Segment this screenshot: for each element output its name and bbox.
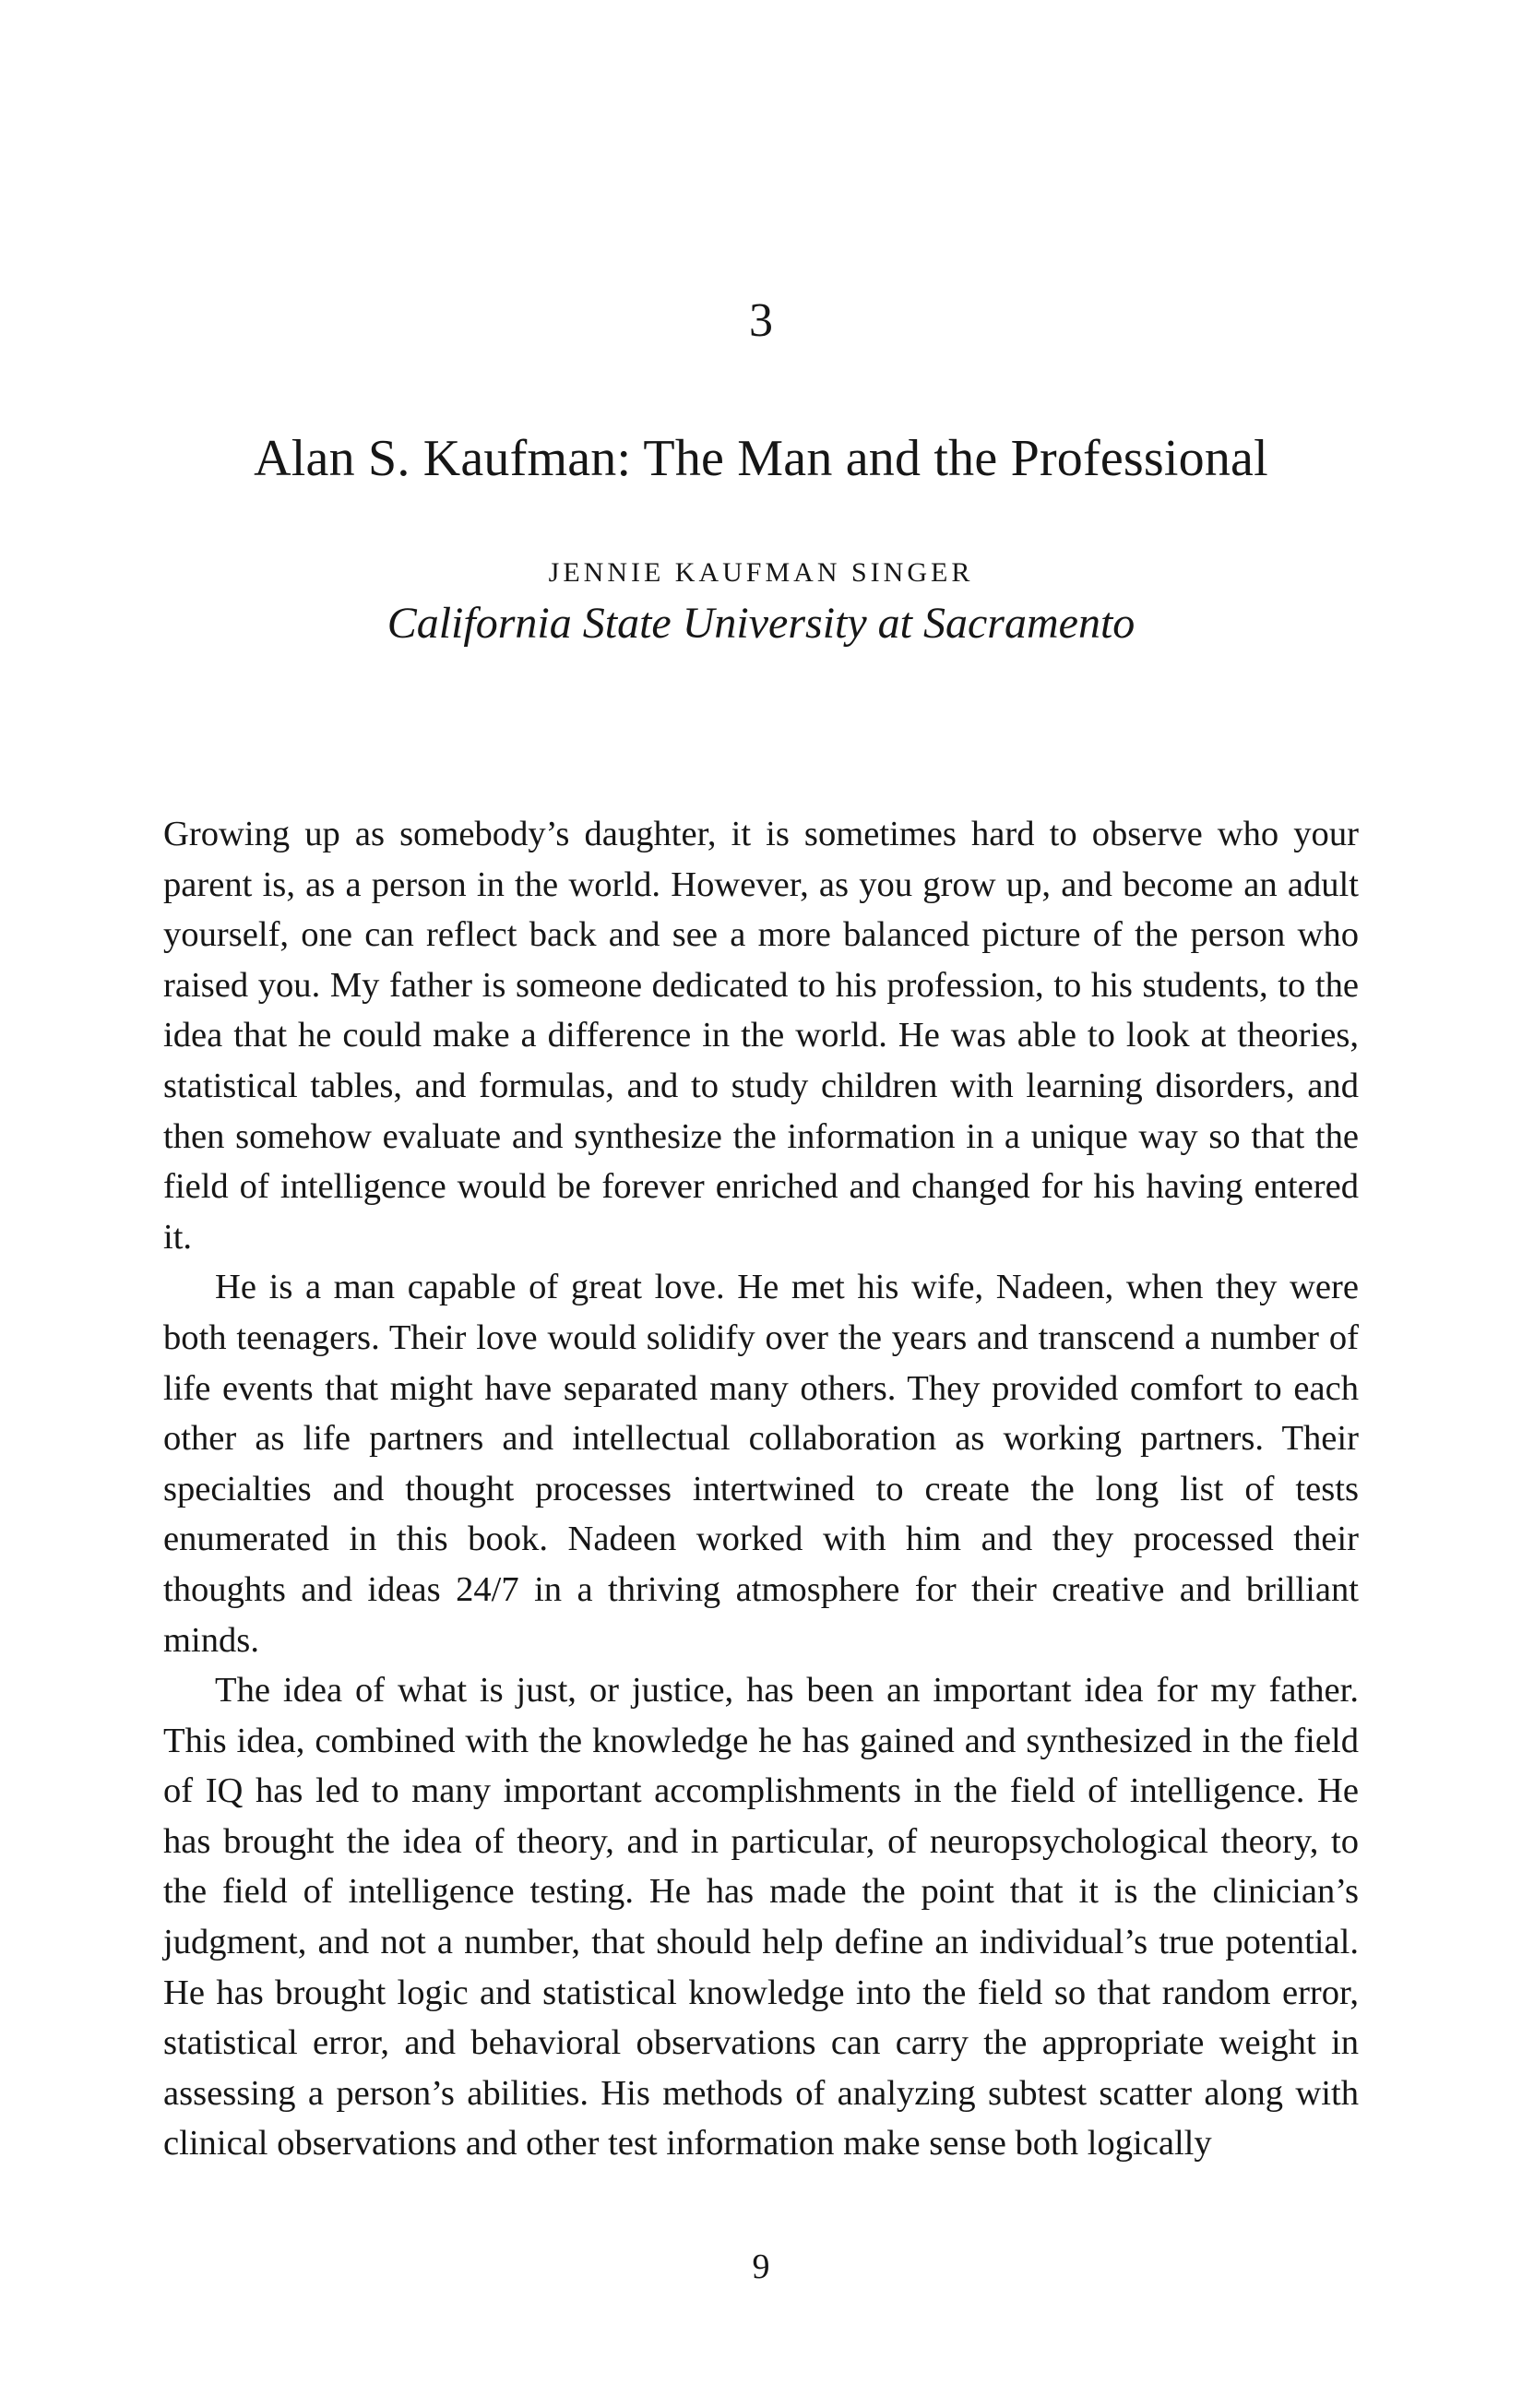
body-paragraph-3: The idea of what is just, or justice, has been an important idea for my father. This idea, combined with the knowledge he has gained and synthesized in the field of IQ has led to many important accomplishments in the field of intelligence. He has brought the idea of theory, and in particular, of neuropsychological theory, to the field of intelligence testing. He has made the point that it is the clinician’s judgment, and not a number, that should help define an individual’s true potential. He has brought logic and statistical knowledge into the field so that random error, statistical error, and behavioral observations can carry the appropriate weight in assessing a person’s abilities. His methods of analyzing subtest scatter along with clinical observations and other test information make sense both logically xyxy=(163,1671,1359,2164)
body-paragraph-1: Growing up as somebody’s daughter, it is sometimes hard to observe who your parent is, as a person in the world. However, as you grow up, and become an adult yourself, one can reflect back and see a more balanced picture of the person who raised you. My father is someone dedicated to his profession, to his students, to the idea that he could make a difference in the world. He was able to look at theories, statistical tables, and formulas, and to study children with learning disorders, and then somehow evaluate and synthesize the information in a unique way so that the field of intelligence would be forever enriched and changed for his having entered it. xyxy=(163,815,1359,1257)
author-affiliation: California State University at Sacramento xyxy=(386,599,1136,648)
chapter-body xyxy=(163,809,1359,2169)
body-paragraph-2: He is a man capable of great love. He met his wife, Nadeen, when they were both teenagers. Their love would solidify over the years and transcend a number of life events that might have separated many others. They provided comfort to each other as life partners and intellectual collaboration as working partners. Their specialties and thought processes intertwined to create the long list of tests enumerated in this book. Nadeen worked with him and they processed their thoughts and ideas 24/7 in a thriving atmosphere for their creative and brilliant minds. xyxy=(163,1268,1359,1660)
chapter-title: Alan S. Kaufman: The Man and the Professional xyxy=(254,430,1268,487)
chapter-number: 3 xyxy=(749,294,773,347)
author-name: JENNIE KAUFMAN SINGER xyxy=(548,557,974,588)
page-number: 9 xyxy=(752,2247,770,2286)
